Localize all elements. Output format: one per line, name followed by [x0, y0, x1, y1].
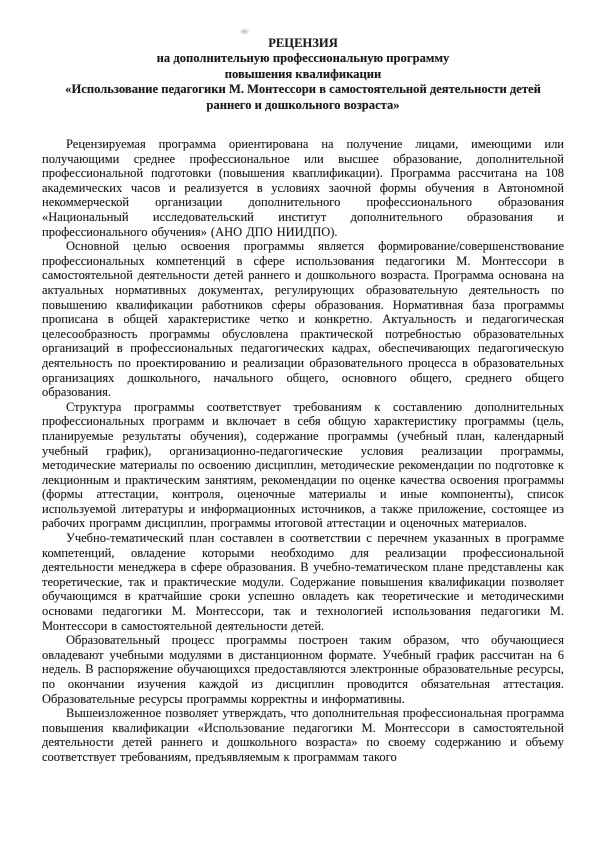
document-body [42, 137, 564, 765]
paragraph-program-goal: Основной целью освоения программы является формирование/совершенствование профессиональных компетенций в сфере использования педагогики М. Монтессори в самостоятельной деятельности детей раннего и дошкольного возраста. Программа основана на актуальных нормативных документах, регулирующих образовательную деятельность по повышению квалификации работников сферы образования. Нормативная база программы прописана в общей характеристике четко и конкретно. Актуальность и педагогическая целесообразность программы обусловлена практической потребностью образовательных организаций в профессиональных педагогических кадрах, обеспечивающих педагогическую деятельность по проектированию и реализации образовательного процесса в образовательных организациях дошкольного, начального общего, основного общего, среднего общего образования. [42, 239, 564, 400]
paragraph-conclusion: Вышеизложенное позволяет утверждать, что дополнительная профессиональная программа повышения квалификации «Использование педагогики М. Монтессори в самостоятельной деятельности детей раннего и дошкольного возраста» по своему содержанию и объему соответствует требованиям, предъявляемым к программам такого [42, 706, 564, 764]
scan-smudge-mark [239, 28, 250, 35]
document-type-heading: РЕЦЕНЗИЯ [268, 36, 338, 50]
document-title-block [42, 36, 564, 113]
title-line-qualification: повышения квалификации [224, 66, 382, 81]
paragraph-curriculum-plan: Учебно-тематический план составлен в соответствии с перечнем указанных в программе компетенций, овладение которыми необходимо для реализации профессиональной деятельности менеджера в сфере образования. В учебно-тематическом плане представлены как теоретические, так и практические модули. Содержание повышения квалификации позволяет обучающимся в кратчайшие сроки успешно овладеть как теоретические и методическими основами педагогики М. Монтессори, так и технологией использования педагогики М. Монтессори в самостоятельной деятельности детей. [42, 531, 564, 633]
paragraph-educational-process: Образовательный процесс программы построен таким образом, что обучающиеся овладевают учебными модулями в дистанционном формате. Учебный график рассчитан на 6 недель. В распоряжение обучающихся предоставляются электронные образовательные ресурсы, по окончании изучения каждой из дисциплин проводится обязательная аттестация. Образовательные ресурсы программы корректны и информативны. [42, 633, 564, 706]
paragraph-program-structure: Структура программы соответствует требованиям к составлению дополнительных профессиональных программ и включает в себя общую характеристику программы (цель, планируемые результаты обучения), содержание программы (учебный план, календарный учебный график), организационно-педагогические условия реализации программы, методические материалы по освоению дисциплин, методические рекомендации по подготовке к лекционным и практическим занятиям, рекомендации по оценке качества освоения программы (формы аттестации, контроля, оценочные материалы и иные компоненты), список используемой литературы и информационных источников, а также приложение, состоящее из рабочих программ дисциплин, программы итоговой аттестации и оценочных материалов. [42, 399, 564, 531]
title-line-program-name: «Использование педагогики М. Монтессори в самостоятельной деятельности детей раннего и дошкольного возраста» [65, 82, 541, 112]
paragraph-program-overview: Рецензируемая программа ориентирована на получение лицами, имеющими или получающими среднее профессиональное или высшее образование, дополнительной профессиональной подготовки (повышения кваплификации). Программа рассчитана на 108 академических часов и реализуется в условиях заочной формы обучения в Автономной некоммерческой организации дополнительного профессионального образования «Национальный исследовательский институт дополнительного образования и профессионального обучения» (АНО ДПО НИИДПО). [42, 137, 564, 239]
title-line-program: на дополнительную профессиональную программу [156, 51, 450, 66]
